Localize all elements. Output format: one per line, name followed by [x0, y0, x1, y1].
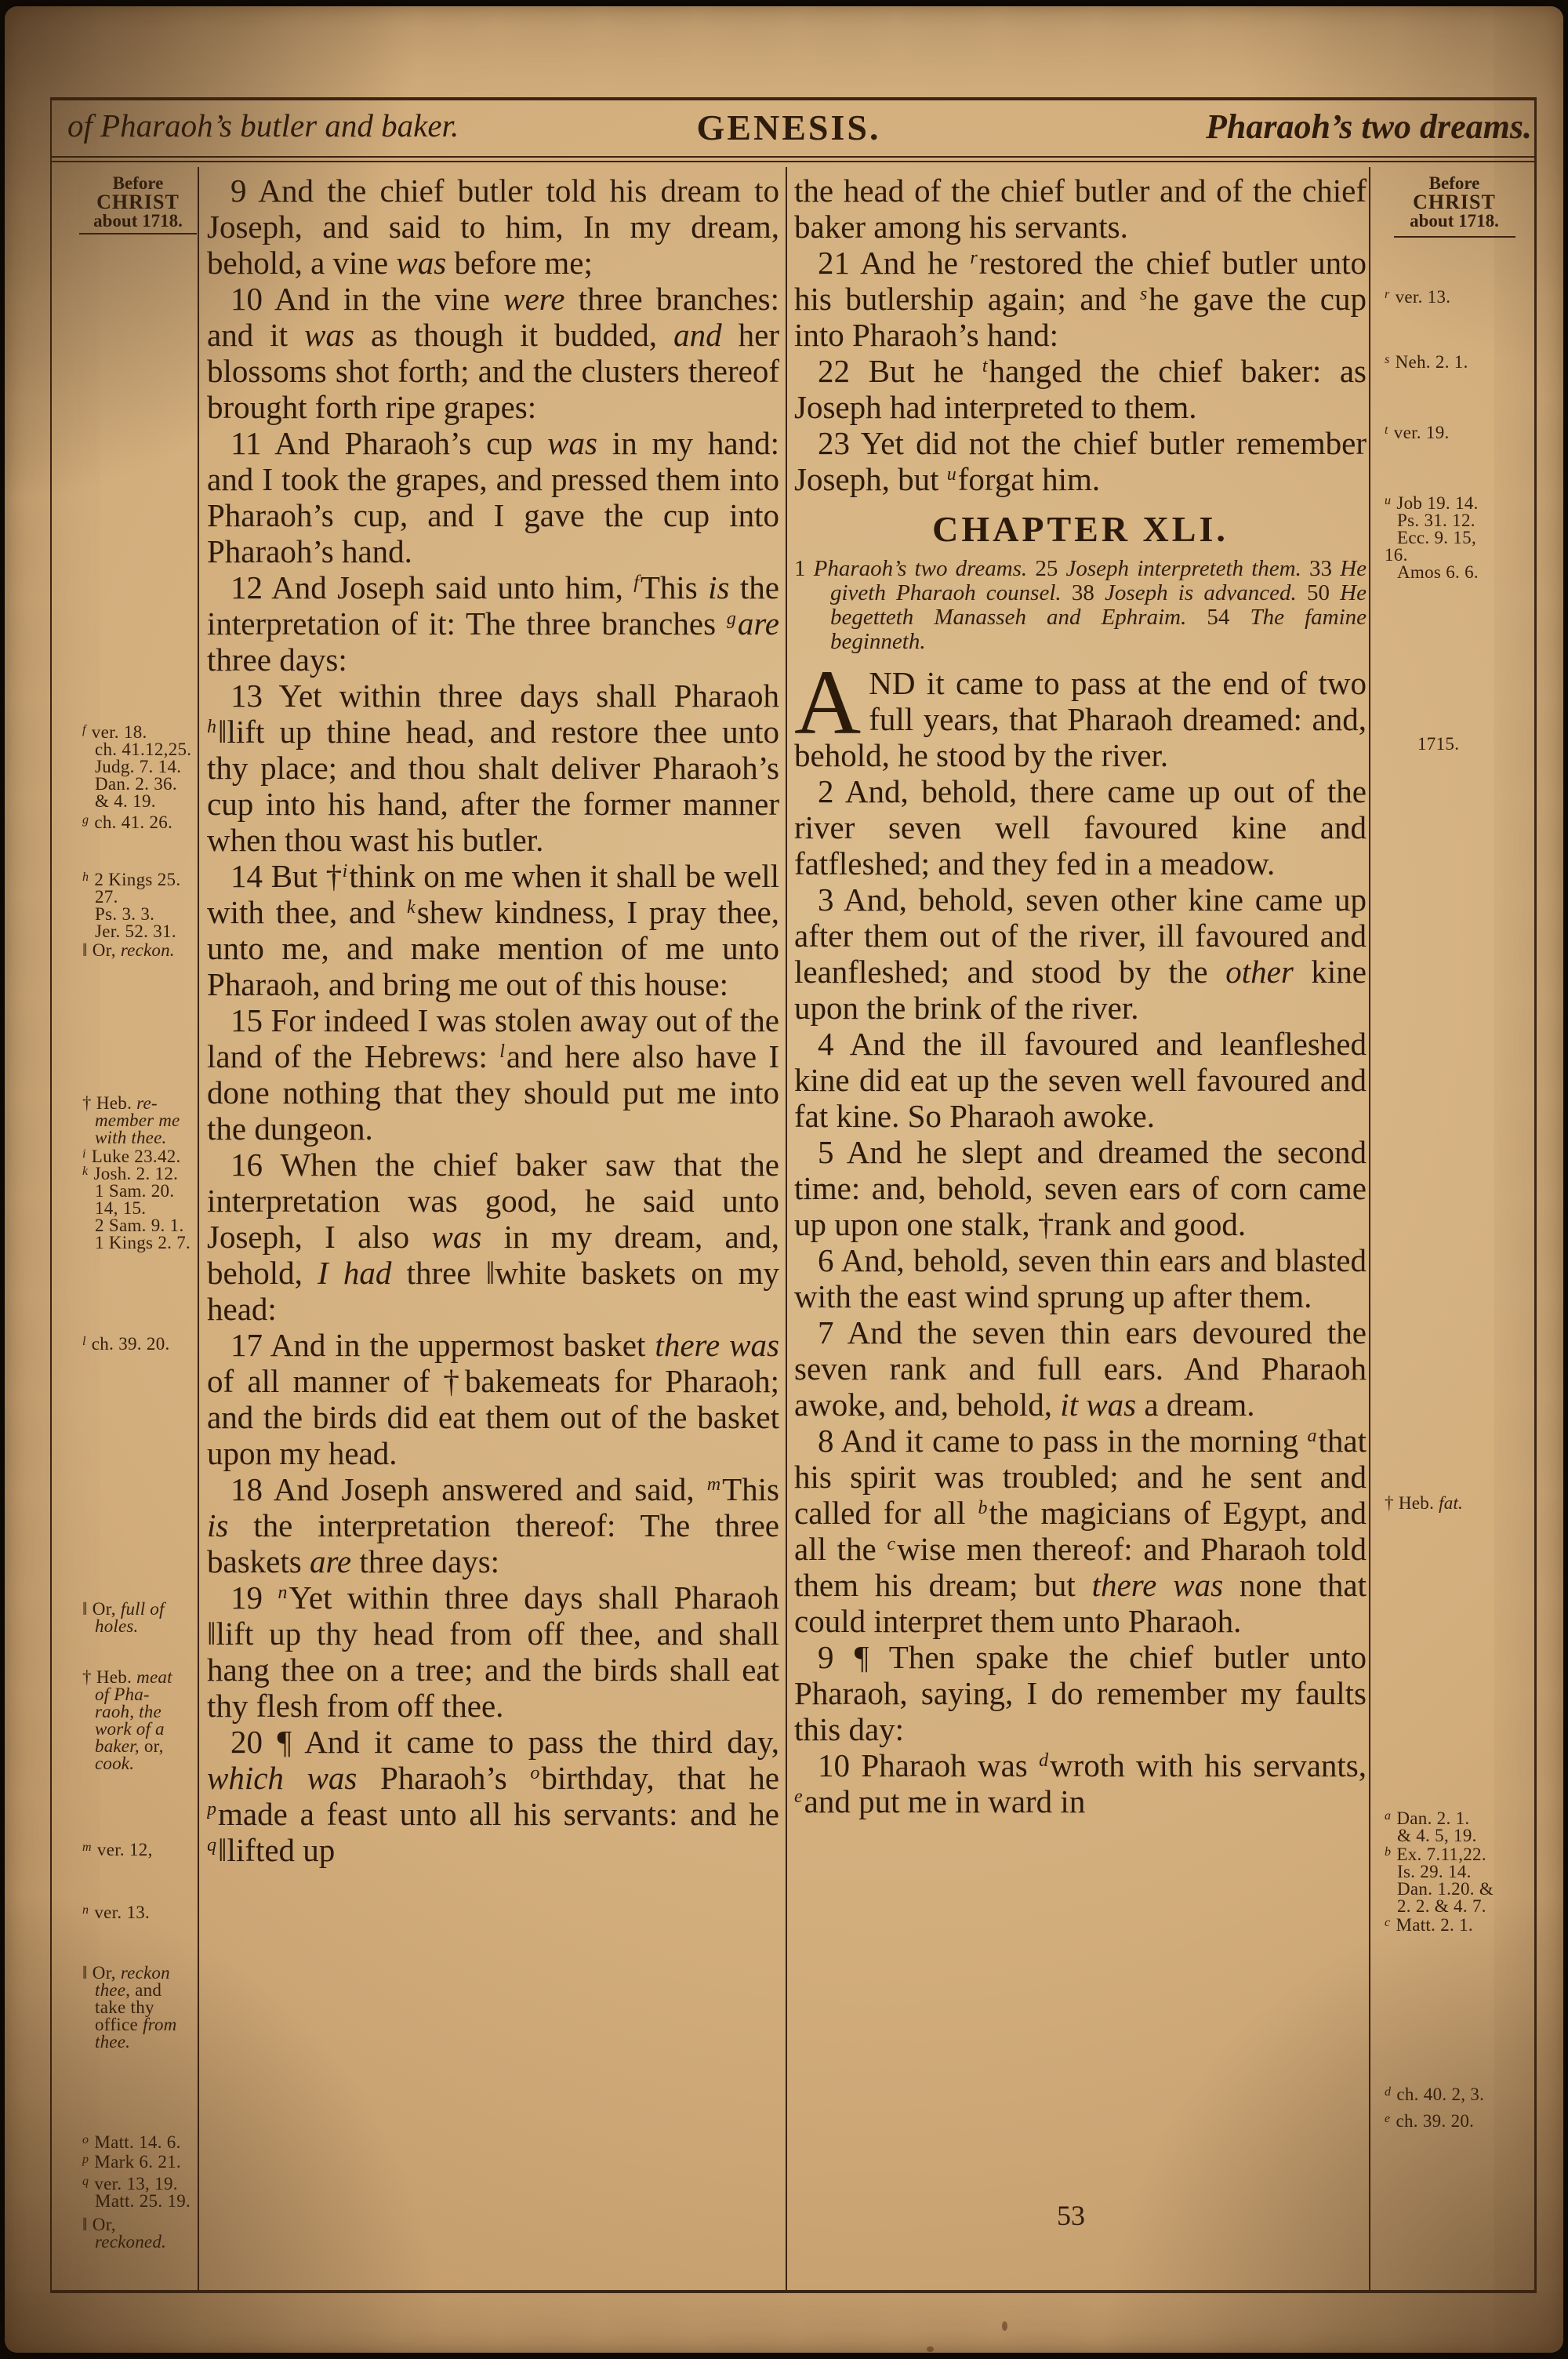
margin-note: $^p$ Mark 6. 21.	[82, 2152, 181, 2172]
margin-note: thee.	[95, 2032, 131, 2052]
margin-note: Matt. 25. 19.	[95, 2191, 191, 2211]
margin-note: Amos 6. 6.	[1397, 562, 1479, 582]
before-christ-line: about 1718.	[93, 211, 183, 231]
verse: 12 And Joseph said unto him, $^f$This is the interpretation of it: The three branches $^g$are three days:	[207, 569, 779, 678]
verse: 9 ¶ Then spake the chief butler unto Pharaoh, saying, I do remember my faults this day:	[794, 1639, 1367, 1747]
margin-note: 27.	[95, 887, 118, 907]
margin-note: Ps. 3. 3.	[95, 904, 155, 924]
chapter-summary: 1 Pharaoh’s two dreams. 25 Joseph interpreteth them. 33 He giveth Pharaoh counsel. 38 Joseph is advanced. 50 He begetteth Manasseh and Ephraim. 54 The famine beginneth.	[794, 556, 1367, 654]
margin-note: 14, 15.	[95, 1198, 147, 1218]
margin-note: of Pha-	[95, 1685, 150, 1704]
before-christ-line: CHRIST	[96, 191, 180, 213]
margin-note: $^l$ ch. 39. 20.	[82, 1334, 170, 1354]
margin-note: Judg. 7. 14.	[95, 757, 182, 776]
margin-note: cook.	[95, 1754, 135, 1773]
margin-note: $^n$ ver. 13.	[82, 1903, 151, 1922]
verse: 18 And Joseph answered and said, $^m$This is the interpretation thereof: The three baskets are three days:	[207, 1471, 779, 1579]
margin-note: 2. 2. & 4. 7.	[1397, 1896, 1486, 1916]
running-head-left: of Pharaoh’s butler and baker.	[67, 107, 459, 144]
before-christ-line: CHRIST	[1413, 191, 1496, 213]
margin-note: ‖ Or, reckon.	[82, 940, 175, 960]
margin-note: $^t$ ver. 19.	[1385, 423, 1450, 442]
margin-note: $^k$ Josh. 2. 12.	[82, 1164, 179, 1183]
verse: 23 Yet did not the chief butler remember Joseph, but $^u$forgat him.	[794, 425, 1367, 497]
margin-note: Is. 29. 14.	[1397, 1862, 1472, 1881]
margin-note: † Heb. meat	[82, 1667, 172, 1687]
margin-note: $^r$ ver. 13.	[1385, 287, 1451, 307]
verse: 14 But †$^i$think on me when it shall be well with thee, and $^k$shew kindness, I pray thee, unto me, and make mention of me unto Pharaoh, and bring me out of this house:	[207, 858, 779, 1002]
verse: 20 ¶ And it came to pass the third day, which was Pharaoh’s $^o$birthday, that he $^p$made a feast unto all his servants: and he $^q$‖lifted up	[207, 1724, 779, 1868]
verse: 13 Yet within three days shall Pharaoh $^h$‖lift up thine head, and restore thee unto thy place; and thou shalt deliver Pharaoh’s cup into his hand, after the former manner when thou wast his butler.	[207, 678, 779, 858]
before-christ-line: about 1718.	[1410, 211, 1499, 231]
ink-speck	[927, 2346, 934, 2352]
verse: 11 And Pharaoh’s cup was in my hand: and I took the grapes, and pressed them into Pharaoh’s cup, and I gave the cup into Pharaoh’s hand.	[207, 425, 779, 569]
margin-note: $^f$ ver. 18.	[82, 722, 147, 742]
margin-note: ch. 41.12,25.	[95, 740, 192, 759]
margin-note: 1 Kings 2. 7.	[95, 1233, 191, 1252]
drop-cap: A	[794, 651, 862, 754]
margin-note: 16.	[1385, 545, 1408, 565]
margin-note: Dan. 1.20. &	[1397, 1879, 1494, 1899]
verse: 3 And, behold, seven other kine came up after them out of the river, ill favoured and leanfleshed; and stood by the other kine upon the brink of the river.	[794, 881, 1367, 1026]
margin-note: holes.	[95, 1616, 139, 1636]
text-column-right	[794, 173, 1367, 2290]
margin-note: with thee.	[95, 1128, 167, 1147]
margin-note: 2 Sam. 9. 1.	[95, 1216, 184, 1235]
verse: 9 And the chief butler told his dream to Joseph, and said to him, In my dream, behold, a vine was before me;	[207, 173, 779, 281]
verse: 4 And the ill favoured and leanfleshed kine did eat up the seven well favoured and fat kine. So Pharaoh awoke.	[794, 1026, 1367, 1134]
verse-first-text: ND it came to pass at the end of two full years, that Pharaoh dreamed: and, behold, he stood by the river.	[794, 665, 1367, 773]
margin-note: 1715.	[1417, 734, 1460, 754]
verse: 6 And, behold, seven thin ears and blasted with the east wind sprung up after them.	[794, 1242, 1367, 1314]
margin-note: thee, and	[95, 1980, 162, 2000]
verse: 7 And the seven thin ears devoured the seven rank and full ears. And Pharaoh awoke, and, behold, it was a dream.	[794, 1314, 1367, 1423]
verse: 2 And, behold, there came up out of the river seven well favoured kine and fatfleshed; and they fed in a meadow.	[794, 773, 1367, 881]
verse: 10 Pharaoh was $^d$wroth with his servants, $^e$and put me in ward in	[794, 1747, 1367, 1819]
running-head-title: GENESIS.	[696, 107, 881, 147]
margin-note: $^s$ Neh. 2. 1.	[1385, 352, 1468, 372]
margin-note: Ecc. 9. 15,	[1397, 528, 1477, 547]
margin-note: $^o$ Matt. 14. 6.	[82, 2132, 181, 2152]
verse: 22 But he $^t$hanged the chief baker: as Joseph had interpreted to them.	[794, 353, 1367, 425]
margin-note: $^i$ Luke 23.42.	[82, 1147, 181, 1166]
page-number: 53	[1057, 2200, 1085, 2231]
text-column-left	[207, 173, 779, 2290]
margin-note: $^h$ 2 Kings 25.	[82, 870, 181, 889]
margin-note: ‖ Or, full of	[82, 1599, 165, 1619]
margin-note: Ps. 31. 12.	[1397, 511, 1475, 530]
margin-note: baker, or,	[95, 1736, 164, 1756]
margin-note: Jer. 52. 31.	[95, 921, 176, 941]
margin-note: raoh, the	[95, 1702, 162, 1721]
margin-note: 1 Sam. 20.	[95, 1181, 175, 1201]
ink-speck	[1002, 2321, 1007, 2331]
verse: 16 When the chief baker saw that the interpretation was good, he said unto Joseph, I also was in my dream, and, behold, I had three ‖white baskets on my head:	[207, 1147, 779, 1327]
margin-note: & 4. 5, 19.	[1397, 1826, 1477, 1845]
running-head-right: Pharaoh’s two dreams.	[1205, 107, 1532, 146]
bible-page	[5, 6, 1563, 2353]
margin-note: $^q$ ver. 13, 19.	[82, 2174, 178, 2194]
verses-ch40-end	[794, 245, 1367, 497]
verse: 5 And he slept and dreamed the second time: and, behold, seven ears of corn came up upon one stalk, †rank and good.	[794, 1134, 1367, 1242]
verse: 21 And he $^r$restored the chief butler unto his butlership again; and $^s$he gave the cup into Pharaoh’s hand:	[794, 245, 1367, 353]
margin-note: office from	[95, 2015, 177, 2034]
verse: 15 For indeed I was stolen away out of the land of the Hebrews: $^l$and here also have I done nothing that they should put me into the dungeon.	[207, 1002, 779, 1147]
margin-note: ‖ Or, reckon	[82, 1963, 170, 1983]
margin-note: $^c$ Matt. 2. 1.	[1385, 1915, 1473, 1935]
margin-note: & 4. 19.	[95, 791, 156, 811]
margin-note: † Heb. re-	[82, 1093, 158, 1113]
verse: 10 And in the vine were three branches: and it was as though it budded, and her blossoms shot forth; and the clusters thereof brought forth ripe grapes:	[207, 281, 779, 425]
before-christ-line: Before	[1428, 173, 1480, 193]
before-christ-line: Before	[112, 173, 164, 193]
margin-note: $^e$ ch. 39. 20.	[1385, 2111, 1475, 2131]
margin-note: † Heb. fat.	[1385, 1493, 1464, 1513]
verse-with-dropcap	[794, 651, 1367, 773]
chapter-heading: CHAPTER XLI.	[932, 509, 1229, 549]
margin-note: Dan. 2. 36.	[95, 774, 177, 794]
margin-note: member me	[95, 1110, 180, 1130]
verse: 17 And in the uppermost basket there was of all manner of †bakemeats for Pharaoh; and the birds did eat them out of the basket upon my head.	[207, 1327, 779, 1471]
margin-note: $^a$ Dan. 2. 1.	[1385, 1808, 1470, 1828]
margin-note: $^d$ ch. 40. 2, 3.	[1385, 2085, 1485, 2104]
margin-note: ‖ Or,	[82, 2215, 116, 2234]
margin-note: work of a	[95, 1719, 165, 1739]
margin-note: take thy	[95, 1997, 154, 2017]
margin-note: $^u$ Job 19. 14.	[1385, 493, 1479, 513]
verse: 8 And it came to pass in the morning $^a$that his spirit was troubled; and he sent and called for all $^b$the magicians of Egypt, and all the $^c$wise men thereof: and Pharaoh told them his dream; but there was none that could interpret them unto Pharaoh.	[794, 1423, 1367, 1639]
verse: 19 $^n$Yet within three days shall Pharaoh ‖lift up thy head from off thee, and shall hang thee on a tree; and the birds shall eat thy flesh from off thee.	[207, 1579, 779, 1724]
margin-note: $^g$ ch. 41. 26.	[82, 812, 173, 832]
margin-note: $^m$ ver. 12,	[82, 1840, 153, 1859]
margin-note: $^b$ Ex. 7.11,22.	[1385, 1845, 1486, 1864]
verses-ch41	[794, 773, 1367, 1819]
verse-continuation: the head of the chief butler and of the chief baker among his servants.	[794, 173, 1367, 245]
margin-note: reckoned.	[95, 2232, 166, 2252]
